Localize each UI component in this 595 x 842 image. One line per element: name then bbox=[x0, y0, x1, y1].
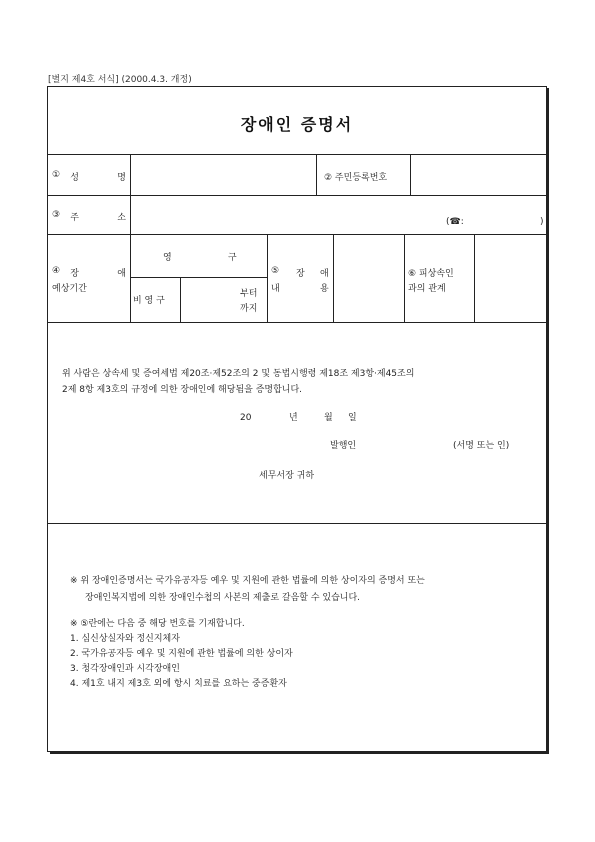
row-line-4 bbox=[47, 322, 547, 323]
note-1-line-1: ※ 위 장애인증명서는 국가유공자등 예우 및 지원에 관한 법률에 의한 상이자의 증명서 또는 bbox=[70, 576, 425, 586]
statement-line-1: 위 사람은 상속세 및 증여세법 제20조·제52조의 2 및 동법시행령 제18조 제3항·제45조의 bbox=[62, 369, 415, 379]
note-item-1: 1. 심신상실자와 정신지체자 bbox=[70, 634, 180, 644]
page-title: 장애인 증명서 bbox=[240, 115, 354, 134]
frame-shadow-bottom bbox=[50, 751, 549, 754]
frame-shadow-right bbox=[546, 88, 549, 754]
from-label: 부터 bbox=[240, 289, 258, 299]
address-label: ③ 주 소 bbox=[52, 210, 126, 223]
until-label: 까지 bbox=[240, 304, 258, 314]
recipient-label: 세무서장 귀하 bbox=[259, 471, 315, 481]
note-item-2: 2. 국가유공자등 예우 및 지원에 관한 법률에 의한 상이자 bbox=[70, 649, 293, 659]
col-line-content-end bbox=[404, 234, 405, 322]
statement-line-2: 2제 8항 제3호의 규정에 의한 장애인에 해당됨을 증명합니다. bbox=[62, 385, 303, 395]
address-field[interactable] bbox=[131, 196, 545, 234]
note-1-line-2: 장애인복지법에 의한 장애인수첩의 사본의 제출로 갈음할 수 있습니다. bbox=[85, 593, 361, 603]
content-num: ⑤ bbox=[271, 266, 280, 276]
non-permanent-label: 비 영 구 bbox=[133, 296, 165, 306]
content-label-b: 애 bbox=[320, 269, 329, 279]
date-month: 월 bbox=[324, 413, 333, 423]
name-label: ① 성 명 bbox=[52, 170, 126, 183]
col-line-name-end bbox=[316, 154, 317, 195]
date-year-prefix: 20 bbox=[240, 413, 252, 423]
date-year: 년 bbox=[289, 413, 298, 423]
permanent-label-b: 구 bbox=[228, 253, 237, 263]
phone-close: ) bbox=[540, 217, 544, 227]
content-label-c: 내 bbox=[271, 284, 280, 294]
period-date-field[interactable] bbox=[181, 278, 267, 322]
note-item-3: 3. 청각장애인과 시각장애인 bbox=[70, 664, 180, 674]
note-item-4: 4. 제1호 내지 제3호 외에 항시 치료를 요하는 중증환자 bbox=[70, 679, 287, 689]
rrn-label: ② 주민등록번호 bbox=[324, 173, 388, 183]
rrn-field[interactable] bbox=[411, 155, 545, 195]
form-number-note: [별지 제4호 서식] (2000.4.3. 개정) bbox=[48, 75, 192, 85]
row-line-3 bbox=[47, 234, 547, 235]
issuer-label: 발행인 bbox=[330, 441, 357, 451]
content-label-a: 장 bbox=[296, 269, 305, 279]
period-label-line2: 예상기간 bbox=[52, 284, 87, 294]
content-label-d: 용 bbox=[320, 284, 329, 294]
note-2: ※ ⑤란에는 다음 중 해당 번호를 기재합니다. bbox=[70, 619, 245, 629]
permanent-label-a: 영 bbox=[163, 253, 172, 263]
content-field[interactable] bbox=[334, 235, 404, 322]
relation-label-line2: 과의 관계 bbox=[408, 284, 446, 294]
phone-label: (☎: bbox=[446, 217, 464, 227]
signature-label: (서명 또는 인) bbox=[453, 441, 510, 451]
row-line-5 bbox=[47, 523, 547, 524]
date-day: 일 bbox=[348, 413, 357, 423]
relation-label: ⑥ 피상속인 bbox=[408, 269, 454, 279]
period-label: ④ 장 애 bbox=[52, 266, 126, 279]
relation-field[interactable] bbox=[475, 235, 545, 322]
col-line-period-end bbox=[267, 234, 268, 322]
name-field[interactable] bbox=[131, 155, 316, 195]
